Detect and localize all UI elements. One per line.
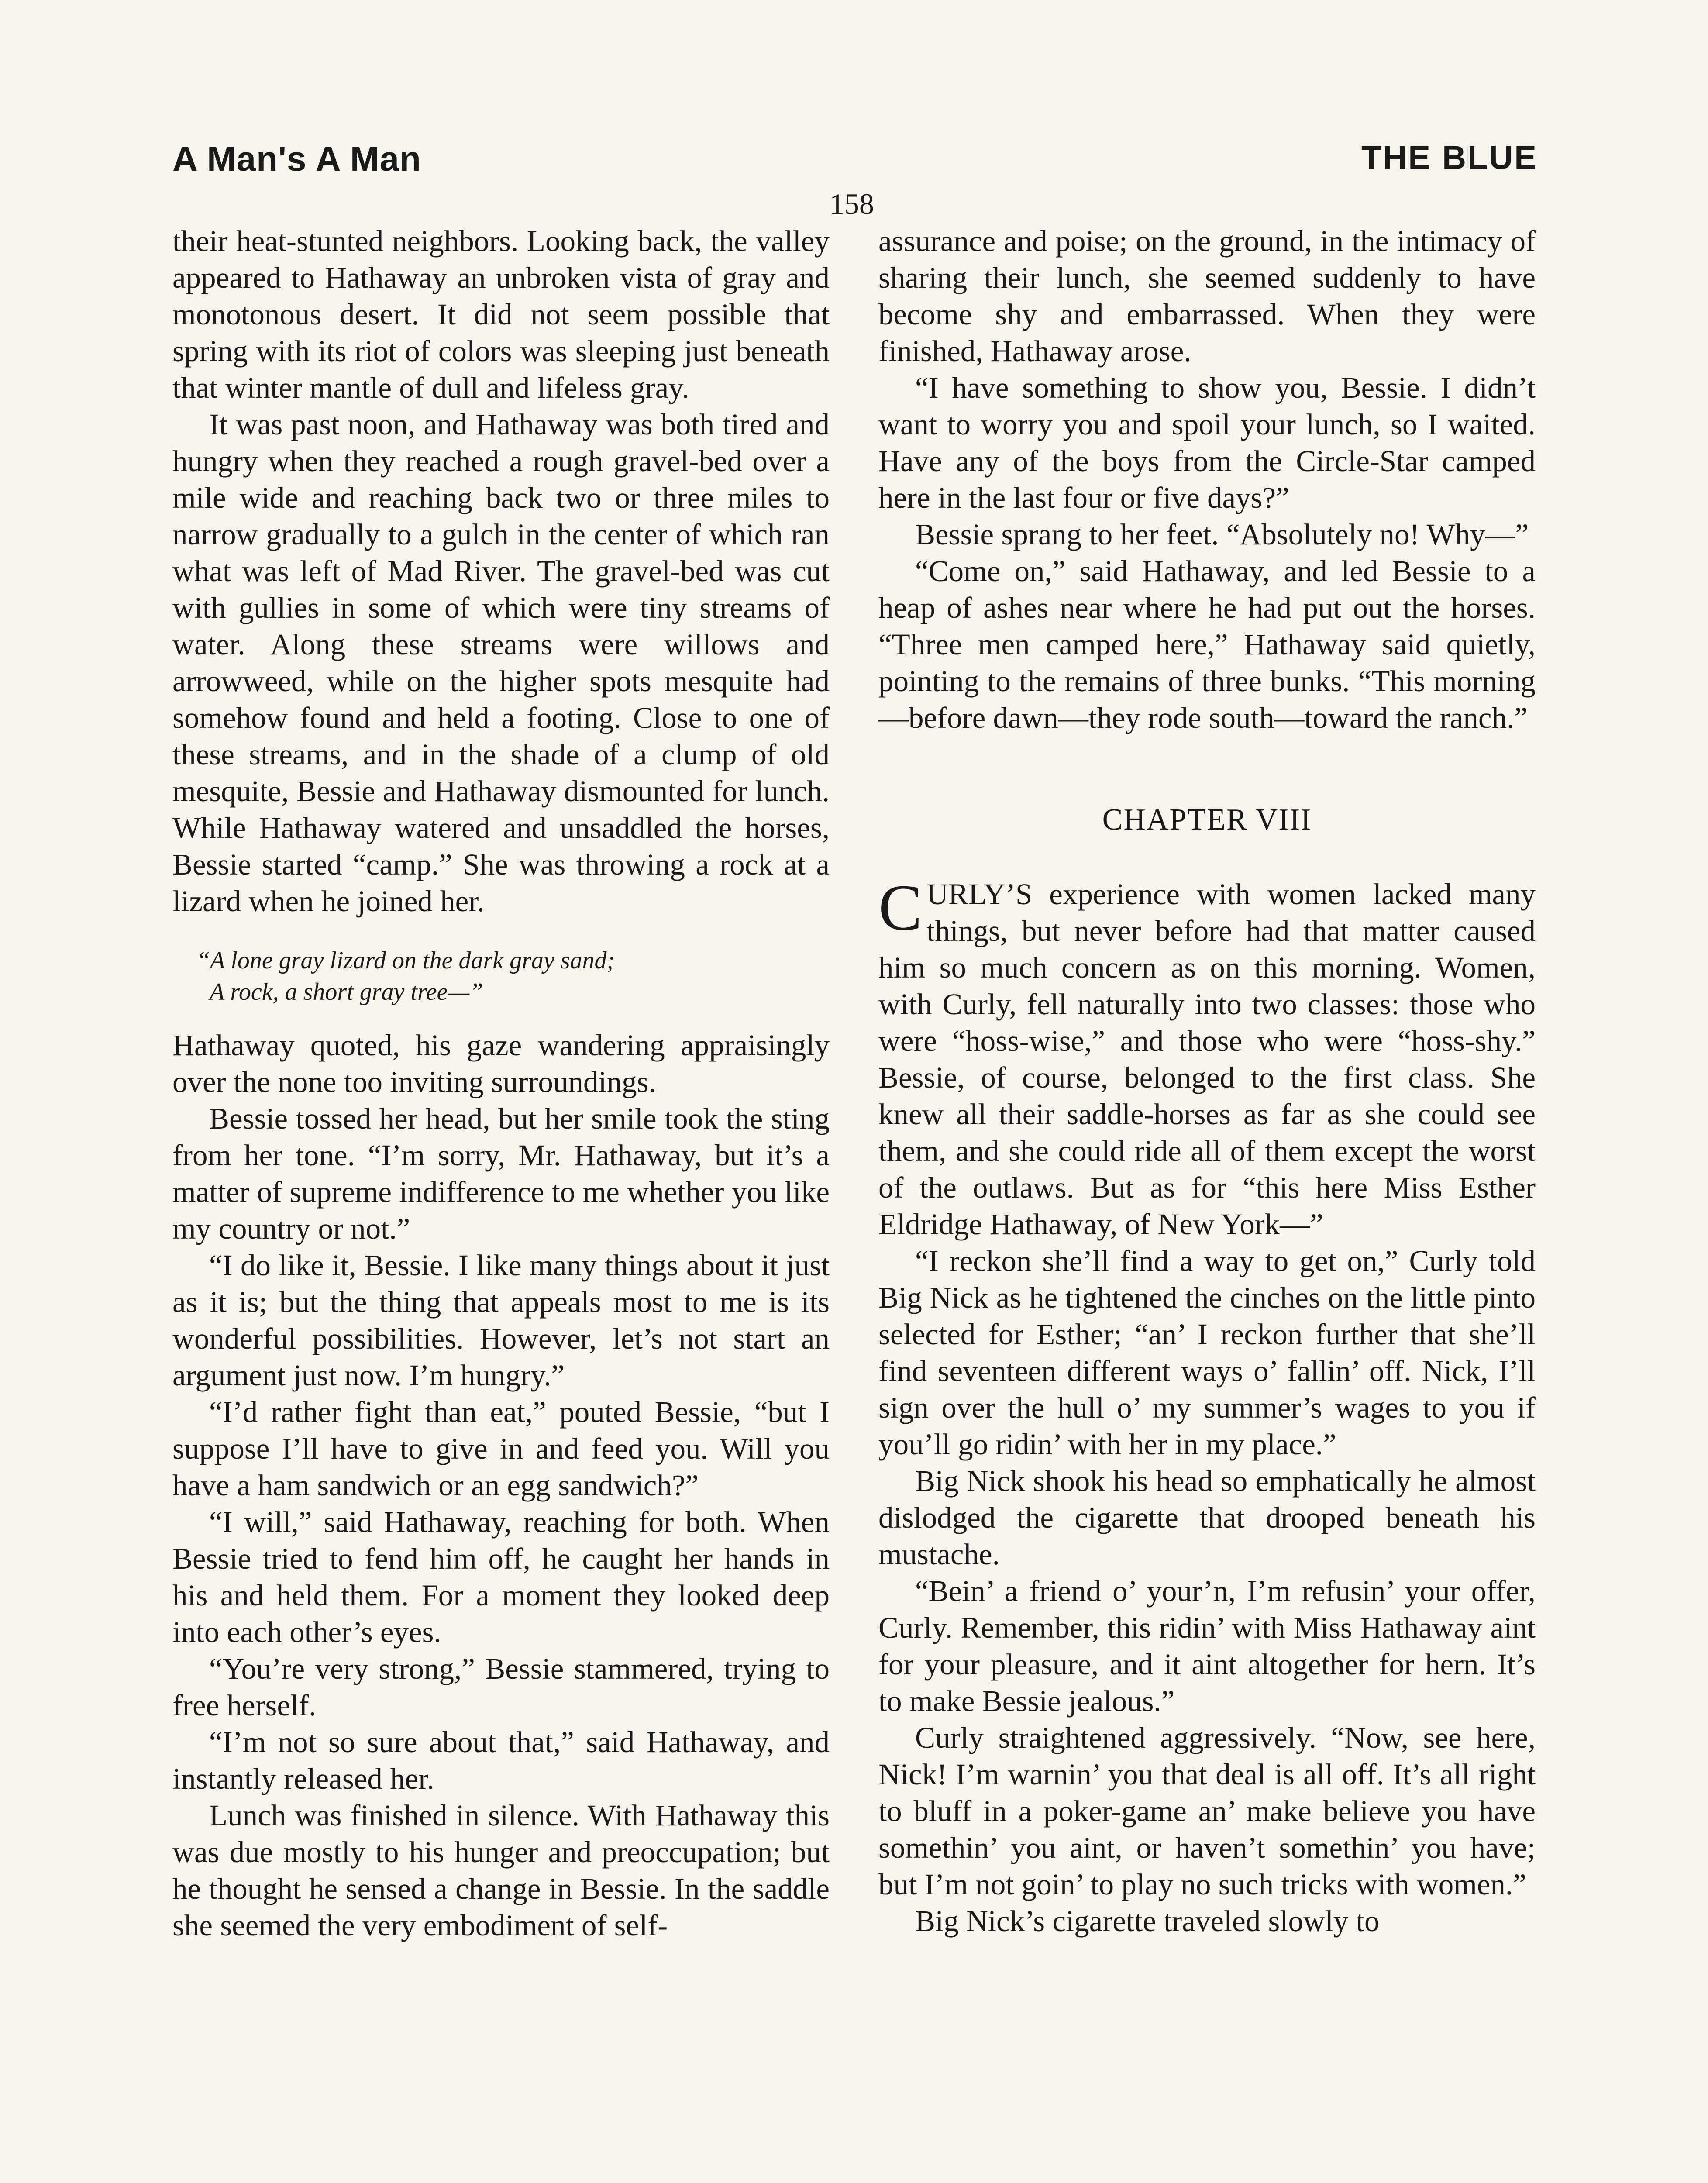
paragraph: “You’re very strong,” Bessie stammered, trying to free herself. xyxy=(172,1652,830,1722)
running-title-left: A Man's A Man xyxy=(172,139,421,178)
paragraph: “Bein’ a friend o’ your’n, I’m refusin’ your offer, Curly. Remember, this ridin’ with Miss Hathaway aint for your pleasure, and it aint altogether for hern. It’s to make Bessie jealous.” xyxy=(878,1574,1536,1718)
paragraph: “I’d rather fight than eat,” pouted Bessie, “but I suppose I’ll have to give in and feed you. Will you have a ham sandwich or an egg sandwich?” xyxy=(172,1395,830,1502)
paragraph: “I will,” said Hathaway, reaching for both. When Bessie tried to fend him off, he caught her hands in his and held them. For a moment they looked deep into each other’s eyes. xyxy=(172,1505,830,1649)
paragraph: “Come on,” said Hathaway, and led Bessie to a heap of ashes near where he had put out the horses. “Three men camped here,” Hathaway said quietly, pointing to the remains of three bunks. “This morning—before dawn—they rode south—toward the ranch.” xyxy=(878,554,1536,734)
paragraph: Big Nick shook his head so emphatically he almost dislodged the cigarette that drooped beneath his mustache. xyxy=(878,1464,1536,1571)
verse-quote xyxy=(172,945,830,1008)
paragraph: It was past noon, and Hathaway was both tired and hungry when they reached a rough gravel-bed over a mile wide and reaching back two or three miles to narrow gradually to a gulch in the center of which ran what was left of Mad River. The gravel-bed was cut with gullies in some of which were tiny streams of water. Along these streams were willows and arrowweed, while on the higher spots mesquite had somehow found and held a footing. Close to one of these streams, and in the shade of a clump of old mesquite, Bessie and Hathaway dismounted for lunch. While Hathaway watered and unsaddled the horses, Bessie started “camp.” She was throwing a rock at a lizard when he joined her. xyxy=(172,408,830,918)
paragraph: Hathaway quoted, his gaze wandering appraisingly over the none too inviting surroundings. xyxy=(172,1029,830,1098)
paragraph: Bessie tossed her head, but her smile took the sting from her tone. “I’m sorry, Mr. Hathaway, but it’s a matter of supreme indifference to me whether you like my country or not.” xyxy=(172,1102,830,1245)
paragraph: “I have something to show you, Bessie. I didn’t want to worry you and spoil your lunch, so I waited. Have any of the boys from the Circle-Star camped here in the last four or five days?” xyxy=(878,371,1536,514)
paragraph: “I’m not so sure about that,” said Hathaway, and instantly released her. xyxy=(172,1725,830,1795)
paragraph: “I reckon she’ll find a way to get on,” Curly told Big Nick as he tightened the cinches on the little pinto selected for Esther; “an’ I reckon further that she’ll find seventeen different ways o’ fallin’ off. Nick, I’ll sign over the hull o’ my summer’s wages to you if you’ll go ridin’ with her in my place.” xyxy=(878,1244,1536,1461)
chapter-heading: CHAPTER VIII xyxy=(1102,803,1312,837)
verse-line: A rock, a short gray tree—” xyxy=(210,978,483,1005)
drop-cap: C xyxy=(878,871,923,944)
right-text-column xyxy=(878,223,1536,1939)
drop-cap-paragraph-text: URLY’S experience with women lacked many things, but never before had that matter caused him so much concern as on this morning. Women, with Curly, fell naturally into two classes: those who were “hoss-wise,” and those who were “hoss-shy.” Bessie, of course, belonged to the first class. She knew all their saddle-horses as far as she could see them, and she could ride all of them except the worst of the outlaws. But as for “this here Miss Esther Eldridge Hathaway, of New York—” xyxy=(878,878,1536,1241)
paragraph: Big Nick’s cigarette traveled slowly to xyxy=(915,1904,1380,1938)
paragraph: Bessie sprang to her feet. “Absolutely no! Why—” xyxy=(915,518,1529,551)
page-number: 158 xyxy=(830,187,874,220)
paragraph: their heat-stunted neighbors. Looking back, the valley appeared to Hathaway an unbroken vista of gray and monotonous desert. It did not seem possible that spring with its riot of colors was sleeping just beneath that winter mantle of dull and lifeless gray. xyxy=(172,224,830,404)
running-title-right: THE BLUE xyxy=(1361,139,1538,176)
verse-line: “A lone gray lizard on the dark gray sand; xyxy=(196,947,615,974)
paragraph: Curly straightened aggressively. “Now, see here, Nick! I’m warnin’ you that deal is all off. It’s all right to bluff in a poker-game an’ make believe you have somethin’ you aint, or haven’t somethin’ you have; but I’m not goin’ to play no such tricks with women.” xyxy=(878,1721,1536,1901)
paragraph: “I do like it, Bessie. I like many things about it just as it is; but the thing that appeals most to me is its wonderful possibilities. However, let’s not start an argument just now. I’m hungry.” xyxy=(172,1249,830,1392)
chapter-opening-paragraph xyxy=(878,871,1536,1243)
paragraph: assurance and poise; on the ground, in the intimacy of sharing their lunch, she seemed suddenly to have become shy and embarrassed. When they were finished, Hathaway arose. xyxy=(878,224,1536,368)
left-text-column xyxy=(172,223,830,1944)
paragraph: Lunch was finished in silence. With Hathaway this was due mostly to his hunger and preoccupation; but he thought he sensed a change in Bessie. In the saddle she seemed the very embodiment of self- xyxy=(172,1799,830,1942)
